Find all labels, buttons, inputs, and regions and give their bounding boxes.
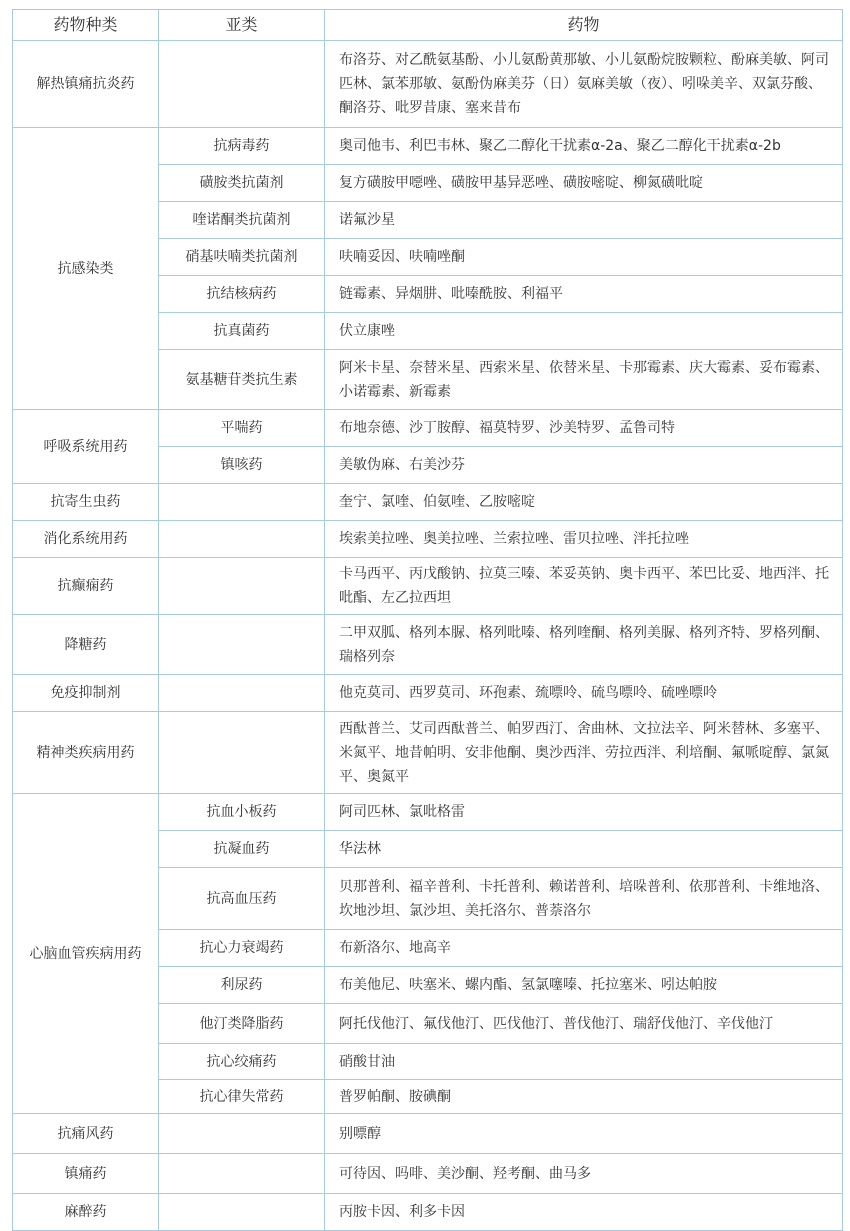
drugs-cell: 呋喃妥因、呋喃唑酮 bbox=[325, 239, 843, 276]
table-row bbox=[13, 615, 843, 675]
subcategory-cell: 抗心力衰竭药 bbox=[159, 930, 325, 967]
category-cell: 抗痛风药 bbox=[13, 1114, 159, 1154]
subcategory-cell: 抗真菌药 bbox=[159, 313, 325, 350]
subcategory-cell bbox=[159, 484, 325, 521]
subcategory-cell: 抗结核病药 bbox=[159, 276, 325, 313]
subcategory-cell bbox=[159, 1194, 325, 1231]
drugs-cell: 阿司匹林、氯吡格雷 bbox=[325, 794, 843, 831]
subcategory-cell: 抗高血压药 bbox=[159, 868, 325, 930]
drugs-cell: 埃索美拉唑、奥美拉唑、兰索拉唑、雷贝拉唑、泮托拉唑 bbox=[325, 521, 843, 558]
subcategory-cell bbox=[159, 558, 325, 615]
subcategory-cell bbox=[159, 675, 325, 712]
table-body bbox=[13, 41, 843, 1231]
category-cell: 心脑血管疾病用药 bbox=[13, 794, 159, 1114]
drugs-cell: 他克莫司、西罗莫司、环孢素、巯嘌呤、硫鸟嘌呤、硫唑嘌呤 bbox=[325, 675, 843, 712]
subcategory-cell bbox=[159, 521, 325, 558]
drugs-cell: 布新洛尔、地高辛 bbox=[325, 930, 843, 967]
drugs-cell: 美敏伪麻、右美沙芬 bbox=[325, 447, 843, 484]
category-cell: 抗感染类 bbox=[13, 128, 159, 410]
drugs-cell: 硝酸甘油 bbox=[325, 1044, 843, 1080]
category-cell: 镇痛药 bbox=[13, 1154, 159, 1194]
table-row bbox=[13, 521, 843, 558]
subcategory-cell: 抗凝血药 bbox=[159, 831, 325, 868]
drugs-cell: 链霉素、异烟肼、吡嗪酰胺、利福平 bbox=[325, 276, 843, 313]
table-row bbox=[13, 675, 843, 712]
drugs-cell: 复方磺胺甲噁唑、磺胺甲基异恶唑、磺胺嘧啶、柳氮磺吡啶 bbox=[325, 165, 843, 202]
drugs-cell: 奎宁、氯喹、伯氨喹、乙胺嘧啶 bbox=[325, 484, 843, 521]
table-row bbox=[13, 794, 843, 831]
subcategory-cell: 平喘药 bbox=[159, 410, 325, 447]
table-row bbox=[13, 128, 843, 165]
subcategory-cell: 喹诺酮类抗菌剂 bbox=[159, 202, 325, 239]
drugs-cell: 别嘌醇 bbox=[325, 1114, 843, 1154]
category-cell: 抗癫痫药 bbox=[13, 558, 159, 615]
subcategory-cell: 镇咳药 bbox=[159, 447, 325, 484]
subcategory-cell: 他汀类降脂药 bbox=[159, 1004, 325, 1044]
drugs-cell: 伏立康唑 bbox=[325, 313, 843, 350]
drugs-cell: 普罗帕酮、胺碘酮 bbox=[325, 1080, 843, 1114]
table-row bbox=[13, 558, 843, 615]
drugs-cell: 布地奈德、沙丁胺醇、福莫特罗、沙美特罗、孟鲁司特 bbox=[325, 410, 843, 447]
category-cell: 麻醉药 bbox=[13, 1194, 159, 1231]
subcategory-cell: 氨基糖苷类抗生素 bbox=[159, 350, 325, 410]
table-row bbox=[13, 41, 843, 128]
header-drugs: 药物 bbox=[325, 10, 843, 41]
subcategory-cell: 利尿药 bbox=[159, 967, 325, 1004]
subcategory-cell bbox=[159, 1154, 325, 1194]
drug-table bbox=[12, 9, 843, 1231]
drugs-cell: 布美他尼、呋塞米、螺内酯、氢氯噻嗪、托拉塞米、吲达帕胺 bbox=[325, 967, 843, 1004]
drugs-cell: 诺氟沙星 bbox=[325, 202, 843, 239]
table-row bbox=[13, 1114, 843, 1154]
subcategory-cell: 抗心绞痛药 bbox=[159, 1044, 325, 1080]
drugs-cell: 丙胺卡因、利多卡因 bbox=[325, 1194, 843, 1231]
drugs-cell: 阿米卡星、奈替米星、西索米星、依替米星、卡那霉素、庆大霉素、妥布霉素、小诺霉素、新霉素 bbox=[325, 350, 843, 410]
drugs-cell: 奥司他韦、利巴韦林、聚乙二醇化干扰素α-2a、聚乙二醇化干扰素α-2b bbox=[325, 128, 843, 165]
header-subcategory: 亚类 bbox=[159, 10, 325, 41]
drugs-cell: 阿托伐他汀、氟伐他汀、匹伐他汀、普伐他汀、瑞舒伐他汀、辛伐他汀 bbox=[325, 1004, 843, 1044]
table-row bbox=[13, 484, 843, 521]
subcategory-cell: 抗病毒药 bbox=[159, 128, 325, 165]
drugs-cell: 可待因、吗啡、美沙酮、羟考酮、曲马多 bbox=[325, 1154, 843, 1194]
drugs-cell: 二甲双胍、格列本脲、格列吡嗪、格列喹酮、格列美脲、格列齐特、罗格列酮、瑞格列奈 bbox=[325, 615, 843, 675]
table-row bbox=[13, 712, 843, 794]
category-cell: 免疫抑制剂 bbox=[13, 675, 159, 712]
subcategory-cell bbox=[159, 615, 325, 675]
subcategory-cell bbox=[159, 41, 325, 128]
header-category: 药物种类 bbox=[13, 10, 159, 41]
subcategory-cell: 硝基呋喃类抗菌剂 bbox=[159, 239, 325, 276]
subcategory-cell bbox=[159, 712, 325, 794]
category-cell: 抗寄生虫药 bbox=[13, 484, 159, 521]
drugs-cell: 布洛芬、对乙酰氨基酚、小儿氨酚黄那敏、小儿氨酚烷胺颗粒、酚麻美敏、阿司匹林、氯苯那敏、氨酚伪麻美芬（日）氨麻美敏（夜）、吲哚美辛、双氯芬酸、酮洛芬、吡罗昔康、塞来昔布 bbox=[325, 41, 843, 128]
drugs-cell: 贝那普利、福辛普利、卡托普利、赖诺普利、培哚普利、依那普利、卡维地洛、坎地沙坦、氯沙坦、美托洛尔、普萘洛尔 bbox=[325, 868, 843, 930]
subcategory-cell: 磺胺类抗菌剂 bbox=[159, 165, 325, 202]
drugs-cell: 卡马西平、丙戊酸钠、拉莫三嗪、苯妥英钠、奥卡西平、苯巴比妥、地西泮、托吡酯、左乙拉西坦 bbox=[325, 558, 843, 615]
category-cell: 精神类疾病用药 bbox=[13, 712, 159, 794]
table-row bbox=[13, 1154, 843, 1194]
drugs-cell: 华法林 bbox=[325, 831, 843, 868]
subcategory-cell bbox=[159, 1114, 325, 1154]
category-cell: 消化系统用药 bbox=[13, 521, 159, 558]
subcategory-cell: 抗心律失常药 bbox=[159, 1080, 325, 1114]
category-cell: 呼吸系统用药 bbox=[13, 410, 159, 484]
table-row bbox=[13, 410, 843, 447]
subcategory-cell: 抗血小板药 bbox=[159, 794, 325, 831]
category-cell: 解热镇痛抗炎药 bbox=[13, 41, 159, 128]
drugs-cell: 西酞普兰、艾司西酞普兰、帕罗西汀、舍曲林、文拉法辛、阿米替林、多塞平、米氮平、地昔帕明、安非他酮、奥沙西泮、劳拉西泮、利培酮、氟哌啶醇、氯氮平、奥氮平 bbox=[325, 712, 843, 794]
header-row bbox=[13, 10, 843, 41]
table-row bbox=[13, 1194, 843, 1231]
category-cell: 降糖药 bbox=[13, 615, 159, 675]
